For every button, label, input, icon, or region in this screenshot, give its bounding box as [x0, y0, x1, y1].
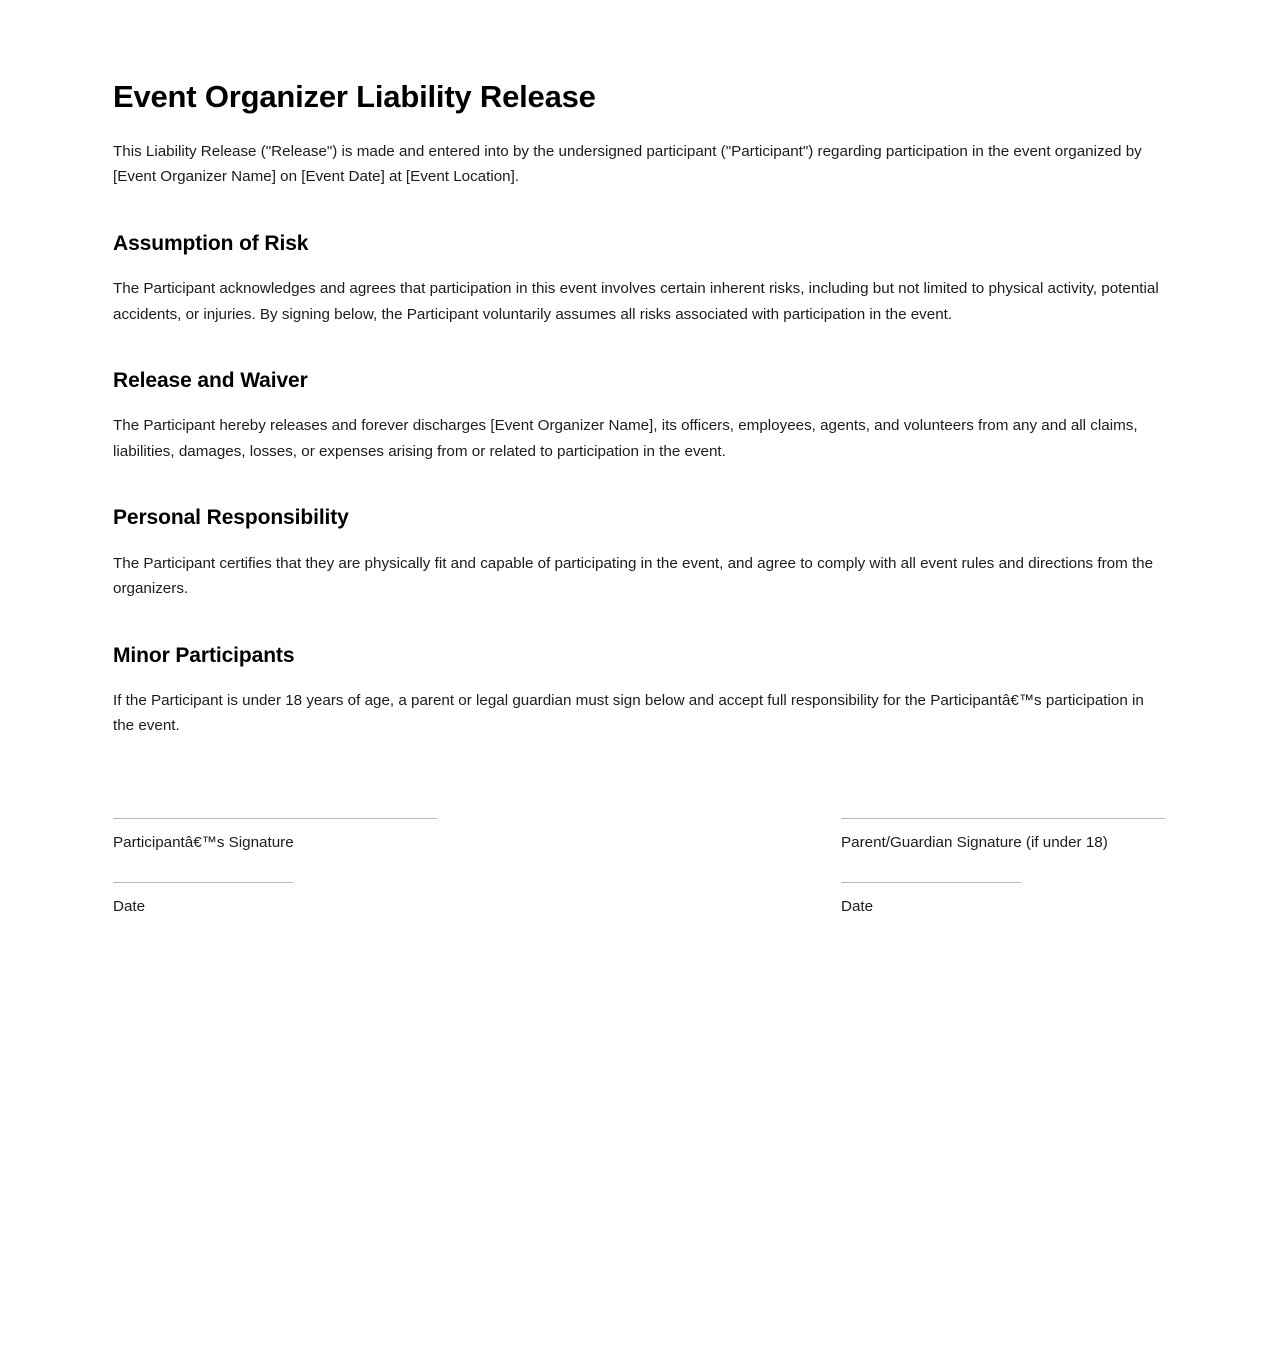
guardian-date-label: Date	[841, 897, 874, 915]
document-body	[113, 78, 1165, 1348]
section-body-personal-responsibility: The Participant certifies that they are physically fit and capable of participating in the event, and agree to comply with all event rules and directions from the organizers.	[113, 554, 1154, 598]
participant-date-label: Date	[113, 897, 146, 915]
page-title: Event Organizer Liability Release	[113, 79, 596, 114]
section-heading-assumption-of-risk: Assumption of Risk	[113, 231, 309, 255]
intro-paragraph: This Liability Release ("Release") is made and entered into by the undersigned participant ("Participant") regarding participation in the event organized by [Event Organizer Name] on [Event Date] at [Event Location].	[113, 142, 1142, 186]
section-body-minor-participants: If the Participant is under 18 years of age, a parent or legal guardian must sign below and accept full responsibility for the Participantâ€™s participation in the event.	[113, 691, 1144, 735]
signature-block	[113, 818, 1165, 918]
page-bottom-whitespace	[113, 918, 1165, 1348]
section-body-assumption-of-risk: The Participant acknowledges and agrees that participation in this event involves certain inherent risks, including but not limited to physical activity, potential accidents, or injuries. By signing below, the Participant voluntarily assumes all risks associated with participation in the event.	[113, 280, 1159, 323]
participant-signature-label: Participantâ€™s Signature	[113, 833, 294, 851]
participant-signature-group	[113, 818, 437, 918]
guardian-signature-group	[841, 818, 1165, 918]
section-heading-minor-participants: Minor Participants	[113, 643, 295, 667]
section-body-release-and-waiver: The Participant hereby releases and forever discharges [Event Organizer Name], its officers, employees, agents, and volunteers from any and all claims, liabilities, damages, losses, or expenses arising from or related to participation in the event.	[113, 417, 1138, 460]
section-heading-release-and-waiver: Release and Waiver	[113, 369, 308, 393]
guardian-signature-line[interactable]	[841, 818, 1165, 819]
guardian-date-line[interactable]	[841, 882, 1021, 883]
guardian-signature-label: Parent/Guardian Signature (if under 18)	[841, 833, 1108, 851]
section-heading-personal-responsibility: Personal Responsibility	[113, 506, 349, 530]
participant-date-line[interactable]	[113, 882, 293, 883]
participant-signature-line[interactable]	[113, 818, 437, 819]
